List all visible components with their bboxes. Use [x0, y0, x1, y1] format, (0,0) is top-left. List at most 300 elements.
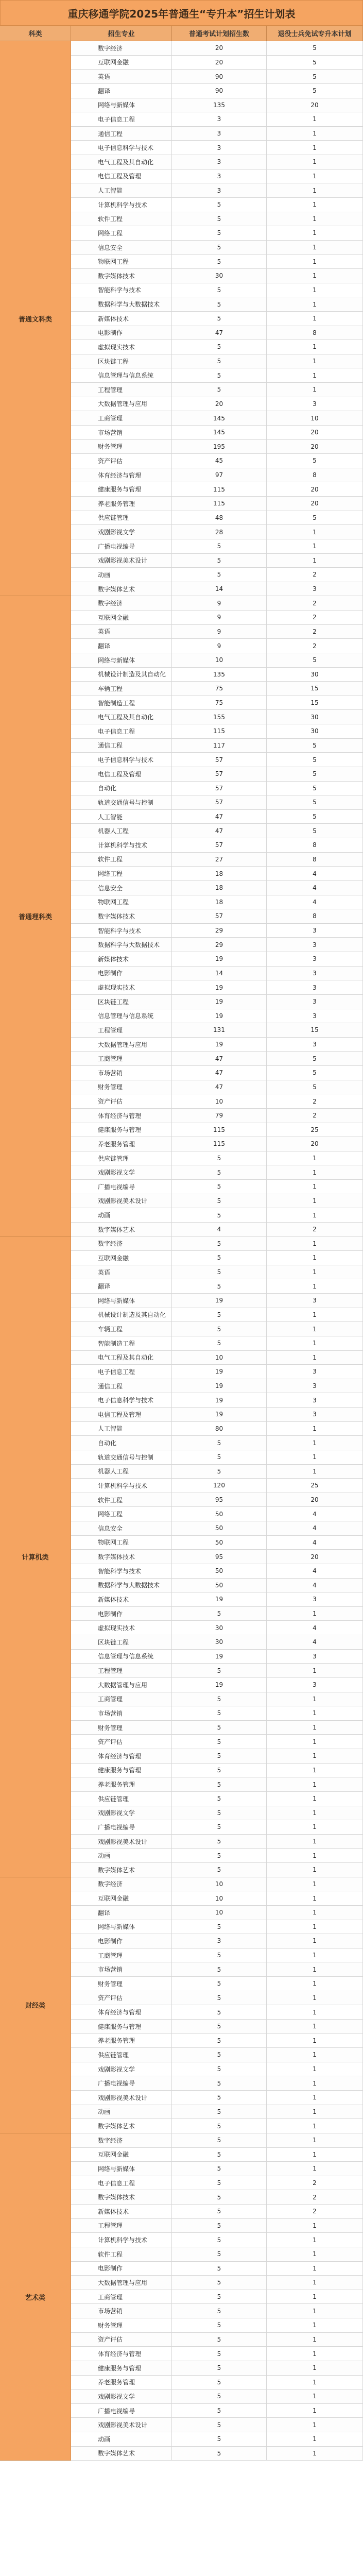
- table-row: [71, 1764, 363, 1778]
- normal-quota: 5: [172, 340, 267, 354]
- veteran-quota: 1: [267, 2389, 363, 2403]
- normal-quota: 10: [172, 1351, 267, 1365]
- table-row: [71, 269, 363, 283]
- normal-quota: 5: [172, 1180, 267, 1194]
- veteran-quota: 1: [267, 1180, 363, 1194]
- table-row: [71, 198, 363, 212]
- normal-quota: 5: [172, 1465, 267, 1479]
- veteran-quota: 1: [267, 1906, 363, 1920]
- veteran-quota: 1: [267, 183, 363, 197]
- major-name: 新媒体技术: [71, 952, 172, 966]
- normal-quota: 5: [172, 2389, 267, 2403]
- normal-quota: 14: [172, 582, 267, 596]
- normal-quota: 9: [172, 639, 267, 653]
- table-row: [71, 2162, 363, 2176]
- major-name: 轨道交通信号与控制: [71, 1450, 172, 1464]
- major-name: 电气工程及其自动化: [71, 1351, 172, 1365]
- normal-quota: 20: [172, 397, 267, 411]
- veteran-quota: 5: [267, 795, 363, 809]
- veteran-quota: 5: [267, 824, 363, 838]
- major-name: 资产评估: [71, 1735, 172, 1749]
- table-row: [71, 2034, 363, 2048]
- table-row: [71, 881, 363, 895]
- table-row: [71, 724, 363, 739]
- veteran-quota: 1: [267, 1208, 363, 1222]
- normal-quota: 5: [172, 2105, 267, 2119]
- major-name: 养老服务管理: [71, 2034, 172, 2048]
- veteran-quota: 1: [267, 1806, 363, 1820]
- table-row: [71, 2404, 363, 2418]
- table-row: [71, 1322, 363, 1336]
- table-row: [71, 1564, 363, 1579]
- table-row: [71, 625, 363, 639]
- veteran-quota: 4: [267, 867, 363, 880]
- table-row: [71, 696, 363, 710]
- veteran-quota: 4: [267, 1579, 363, 1592]
- normal-quota: 47: [172, 1066, 267, 1080]
- major-name: 机械设计制造及其自动化: [71, 1308, 172, 1322]
- veteran-quota: 5: [267, 1080, 363, 1094]
- veteran-quota: 10: [267, 411, 363, 425]
- major-name: 软件工程: [71, 212, 172, 226]
- table-row: [71, 967, 363, 981]
- veteran-quota: 4: [267, 1621, 363, 1635]
- table-row: [71, 241, 363, 255]
- veteran-quota: 1: [267, 1322, 363, 1336]
- veteran-quota: 3: [267, 995, 363, 1009]
- table-row: [71, 354, 363, 369]
- veteran-quota: 1: [267, 255, 363, 268]
- veteran-quota: 1: [267, 1465, 363, 1479]
- major-name: 电影制作: [71, 967, 172, 980]
- normal-quota: 5: [172, 1237, 267, 1251]
- category-label: 财经类: [0, 1877, 71, 2133]
- normal-quota: 5: [172, 2276, 267, 2290]
- table-row: [71, 1806, 363, 1821]
- major-name: 通信工程: [71, 127, 172, 141]
- normal-quota: 131: [172, 1023, 267, 1037]
- table-row: [71, 682, 363, 696]
- normal-quota: 3: [172, 170, 267, 183]
- veteran-quota: 4: [267, 1635, 363, 1649]
- normal-quota: 5: [172, 2318, 267, 2332]
- major-name: 计算机科学与技术: [71, 2233, 172, 2247]
- veteran-quota: 3: [267, 1393, 363, 1407]
- major-name: 虚拟现实技术: [71, 1621, 172, 1635]
- table-row: [71, 2005, 363, 2020]
- major-name: 工程管理: [71, 2219, 172, 2233]
- veteran-quota: 1: [267, 212, 363, 226]
- table-row: [71, 98, 363, 113]
- normal-quota: 5: [172, 2205, 267, 2218]
- major-name: 电影制作: [71, 326, 172, 340]
- normal-quota: 5: [172, 2148, 267, 2162]
- normal-quota: 27: [172, 853, 267, 867]
- veteran-quota: 1: [267, 1165, 363, 1179]
- major-name: 工程管理: [71, 1664, 172, 1677]
- table-row: [71, 1308, 363, 1323]
- veteran-quota: 1: [267, 241, 363, 255]
- normal-quota: 29: [172, 938, 267, 952]
- table-row: [71, 41, 363, 56]
- normal-quota: 5: [172, 1721, 267, 1735]
- veteran-quota: 1: [267, 1849, 363, 1862]
- normal-quota: 115: [172, 1123, 267, 1137]
- major-name: 市场营销: [71, 1962, 172, 1976]
- normal-quota: 5: [172, 1920, 267, 1934]
- table-row: [71, 283, 363, 298]
- major-name: 数字媒体艺术: [71, 2447, 172, 2461]
- table-row: [71, 2247, 363, 2262]
- major-name: 数字经济: [71, 1237, 172, 1251]
- category-group: [0, 41, 363, 596]
- table-row: [71, 411, 363, 426]
- normal-quota: 5: [172, 554, 267, 568]
- major-name: 电气工程及其自动化: [71, 710, 172, 724]
- table-row: [71, 511, 363, 526]
- veteran-quota: 1: [267, 1151, 363, 1165]
- major-name: 机器人工程: [71, 824, 172, 838]
- major-name: 智能科学与技术: [71, 283, 172, 297]
- major-name: 养老服务管理: [71, 1137, 172, 1151]
- table-body: [0, 41, 363, 2461]
- veteran-quota: 2: [267, 2205, 363, 2218]
- major-name: 电信工程及管理: [71, 767, 172, 781]
- major-name: 电子信息科学与技术: [71, 1393, 172, 1407]
- normal-quota: 5: [172, 2062, 267, 2076]
- veteran-quota: 1: [267, 1308, 363, 1322]
- table-row: [71, 326, 363, 341]
- table-row: [71, 525, 363, 539]
- table-row: [71, 1550, 363, 1564]
- major-name: 供应链管理: [71, 2048, 172, 2062]
- normal-quota: 5: [172, 1322, 267, 1336]
- veteran-quota: 1: [267, 2048, 363, 2062]
- table-row: [71, 2418, 363, 2432]
- table-header: [0, 26, 363, 41]
- table-row: [71, 767, 363, 782]
- veteran-quota: 1: [267, 2333, 363, 2347]
- normal-quota: 5: [172, 1991, 267, 2005]
- major-name: 体育经济与管理: [71, 2005, 172, 2019]
- table-row: [71, 1849, 363, 1863]
- table-row: [71, 2119, 363, 2133]
- veteran-quota: 20: [267, 440, 363, 454]
- table-row: [71, 1934, 363, 1948]
- major-name: 数字媒体艺术: [71, 1863, 172, 1877]
- veteran-quota: 1: [267, 1977, 363, 1991]
- veteran-quota: 1: [267, 1735, 363, 1749]
- table-row: [71, 440, 363, 454]
- veteran-quota: 1: [267, 1891, 363, 1905]
- normal-quota: 5: [172, 2190, 267, 2204]
- table-row: [71, 1991, 363, 2006]
- table-row: [71, 2376, 363, 2390]
- table-row: [71, 297, 363, 312]
- table-row: [71, 1579, 363, 1593]
- major-name: 戏剧影视美术设计: [71, 1194, 172, 1208]
- normal-quota: 5: [172, 1208, 267, 1222]
- veteran-quota: 1: [267, 1749, 363, 1763]
- table-row: [71, 1721, 363, 1735]
- veteran-quota: 2: [267, 611, 363, 624]
- table-row: [71, 2048, 363, 2062]
- veteran-quota: 5: [267, 41, 363, 55]
- normal-quota: 47: [172, 326, 267, 340]
- normal-quota: 5: [172, 1820, 267, 1834]
- table-row: [71, 1650, 363, 1664]
- table-row: [71, 1009, 363, 1024]
- normal-quota: 5: [172, 1962, 267, 1976]
- major-name: 动画: [71, 2105, 172, 2119]
- major-name: 广播电视编导: [71, 2404, 172, 2418]
- veteran-quota: 20: [267, 1493, 363, 1507]
- major-name: 软件工程: [71, 853, 172, 867]
- normal-quota: 57: [172, 782, 267, 795]
- normal-quota: 19: [172, 1009, 267, 1023]
- veteran-quota: 1: [267, 368, 363, 382]
- page-title: 重庆移通学院2025年普通生“专升本”招生计划表: [0, 0, 363, 26]
- major-name: 计算机科学与技术: [71, 198, 172, 212]
- veteran-quota: 2: [267, 2176, 363, 2190]
- table-row: [71, 1408, 363, 1422]
- veteran-quota: 5: [267, 653, 363, 667]
- veteran-quota: 1: [267, 1991, 363, 2005]
- normal-quota: 5: [172, 2290, 267, 2304]
- normal-quota: 5: [172, 1749, 267, 1763]
- veteran-quota: 8: [267, 909, 363, 923]
- veteran-quota: 3: [267, 967, 363, 980]
- table-row: [71, 1877, 363, 1892]
- table-row: [71, 1251, 363, 1265]
- normal-quota: 57: [172, 753, 267, 767]
- veteran-quota: 1: [267, 340, 363, 354]
- major-name: 大数据管理与应用: [71, 397, 172, 411]
- normal-quota: 9: [172, 625, 267, 639]
- normal-quota: 5: [172, 1706, 267, 1720]
- normal-quota: 5: [172, 1664, 267, 1677]
- major-name: 动画: [71, 1208, 172, 1222]
- normal-quota: 19: [172, 1379, 267, 1393]
- header-category: 科类: [0, 26, 71, 41]
- normal-quota: 10: [172, 1891, 267, 1905]
- normal-quota: 5: [172, 2133, 267, 2147]
- veteran-quota: 20: [267, 426, 363, 439]
- major-name: 体育经济与管理: [71, 468, 172, 482]
- table-row: [71, 596, 363, 611]
- table-row: [71, 255, 363, 269]
- veteran-quota: 1: [267, 155, 363, 169]
- major-name: 网络工程: [71, 867, 172, 880]
- major-name: 自动化: [71, 782, 172, 795]
- normal-quota: 5: [172, 2119, 267, 2133]
- normal-quota: 5: [172, 539, 267, 553]
- normal-quota: 145: [172, 426, 267, 439]
- normal-quota: 48: [172, 511, 267, 525]
- category-group: [0, 1237, 363, 1877]
- veteran-quota: 1: [267, 2091, 363, 2105]
- table-row: [71, 2333, 363, 2347]
- normal-quota: 47: [172, 1052, 267, 1065]
- veteran-quota: 1: [267, 198, 363, 212]
- veteran-quota: 1: [267, 1692, 363, 1706]
- normal-quota: 5: [172, 1792, 267, 1806]
- veteran-quota: 1: [267, 2219, 363, 2233]
- veteran-quota: 1: [267, 2233, 363, 2247]
- table-row: [71, 1351, 363, 1365]
- veteran-quota: 4: [267, 1507, 363, 1521]
- major-name: 数字媒体技术: [71, 1550, 172, 1564]
- table-row: [71, 1422, 363, 1436]
- normal-quota: 5: [172, 383, 267, 397]
- table-row: [71, 1493, 363, 1507]
- major-name: 新媒体技术: [71, 1592, 172, 1606]
- major-name: 英语: [71, 70, 172, 83]
- normal-quota: 5: [172, 1835, 267, 1849]
- table-row: [71, 70, 363, 84]
- veteran-quota: 1: [267, 2020, 363, 2033]
- veteran-quota: 3: [267, 1009, 363, 1023]
- normal-quota: 5: [172, 1251, 267, 1265]
- major-name: 虚拟现实技术: [71, 980, 172, 994]
- veteran-quota: 1: [267, 1336, 363, 1350]
- category-label: 计算机类: [0, 1237, 71, 1877]
- major-name: 英语: [71, 625, 172, 639]
- table-row: [71, 2062, 363, 2077]
- veteran-quota: 5: [267, 1066, 363, 1080]
- table-row: [71, 468, 363, 483]
- category-group: [0, 2133, 363, 2461]
- major-name: 健康服务与管理: [71, 2361, 172, 2375]
- major-name: 资产评估: [71, 454, 172, 468]
- normal-quota: 135: [172, 668, 267, 682]
- major-name: 工商管理: [71, 1948, 172, 1962]
- veteran-quota: 1: [267, 1764, 363, 1777]
- table-row: [71, 995, 363, 1009]
- category-group: [0, 596, 363, 1236]
- major-name: 工商管理: [71, 2290, 172, 2304]
- normal-quota: 19: [172, 1294, 267, 1308]
- table-row: [71, 1906, 363, 1920]
- major-name: 物联网工程: [71, 1536, 172, 1550]
- normal-quota: 5: [172, 1977, 267, 1991]
- normal-quota: 80: [172, 1422, 267, 1436]
- major-name: 市场营销: [71, 2304, 172, 2318]
- veteran-quota: 2: [267, 1109, 363, 1123]
- table-row: [71, 1621, 363, 1635]
- table-row: [71, 1835, 363, 1849]
- normal-quota: 50: [172, 1507, 267, 1521]
- normal-quota: 5: [172, 2447, 267, 2461]
- veteran-quota: 1: [267, 2290, 363, 2304]
- normal-quota: 9: [172, 611, 267, 624]
- major-name: 网络与新媒体: [71, 2162, 172, 2176]
- table-row: [71, 1151, 363, 1166]
- veteran-quota: 8: [267, 468, 363, 482]
- table-row: [71, 867, 363, 881]
- table-row: [71, 368, 363, 383]
- normal-quota: 5: [172, 2005, 267, 2019]
- normal-quota: 5: [172, 2091, 267, 2105]
- veteran-quota: 30: [267, 668, 363, 682]
- table-row: [71, 1066, 363, 1080]
- normal-quota: 3: [172, 183, 267, 197]
- major-name: 资产评估: [71, 1991, 172, 2005]
- veteran-quota: 1: [267, 2034, 363, 2048]
- table-row: [71, 1977, 363, 1991]
- veteran-quota: 1: [267, 1664, 363, 1677]
- table-row: [71, 497, 363, 511]
- table-row: [71, 668, 363, 682]
- veteran-quota: 1: [267, 1863, 363, 1877]
- major-name: 翻译: [71, 1906, 172, 1920]
- normal-quota: 5: [172, 1777, 267, 1791]
- table-row: [71, 1194, 363, 1209]
- veteran-quota: 1: [267, 312, 363, 326]
- table-row: [71, 2076, 363, 2091]
- table-row: [71, 2361, 363, 2376]
- table-row: [71, 639, 363, 653]
- major-name: 电子信息工程: [71, 2176, 172, 2190]
- veteran-quota: 3: [267, 1038, 363, 1052]
- normal-quota: 5: [172, 1279, 267, 1293]
- major-name: 广播电视编导: [71, 1180, 172, 1194]
- normal-quota: 5: [172, 255, 267, 268]
- veteran-quota: 5: [267, 767, 363, 781]
- veteran-quota: 3: [267, 1678, 363, 1692]
- normal-quota: 5: [172, 1165, 267, 1179]
- veteran-quota: 1: [267, 354, 363, 368]
- table-row: [71, 127, 363, 141]
- table-row: [71, 739, 363, 753]
- normal-quota: 5: [172, 2219, 267, 2233]
- major-name: 动画: [71, 568, 172, 582]
- major-name: 英语: [71, 1265, 172, 1279]
- veteran-quota: 1: [267, 554, 363, 568]
- major-name: 网络工程: [71, 226, 172, 240]
- major-name: 信息安全: [71, 1521, 172, 1535]
- veteran-quota: 3: [267, 1379, 363, 1393]
- normal-quota: 10: [172, 1906, 267, 1920]
- normal-quota: 19: [172, 1038, 267, 1052]
- major-name: 大数据管理与应用: [71, 2276, 172, 2290]
- normal-quota: 19: [172, 1365, 267, 1379]
- major-name: 电子信息工程: [71, 1365, 172, 1379]
- normal-quota: 4: [172, 1223, 267, 1236]
- table-row: [71, 2432, 363, 2447]
- normal-quota: 5: [172, 2262, 267, 2276]
- normal-quota: 115: [172, 482, 267, 496]
- veteran-quota: 1: [267, 1962, 363, 1976]
- major-name: 虚拟现实技术: [71, 340, 172, 354]
- normal-quota: 3: [172, 1934, 267, 1948]
- veteran-quota: 3: [267, 1294, 363, 1308]
- normal-quota: 5: [172, 1607, 267, 1621]
- table-row: [71, 2290, 363, 2304]
- veteran-quota: 1: [267, 1948, 363, 1962]
- normal-quota: 5: [172, 297, 267, 311]
- normal-quota: 5: [172, 1863, 267, 1877]
- veteran-quota: 3: [267, 952, 363, 966]
- major-name: 供应链管理: [71, 511, 172, 525]
- major-name: 信息安全: [71, 881, 172, 895]
- normal-quota: 5: [172, 1806, 267, 1820]
- table-row: [71, 2347, 363, 2361]
- major-name: 通信工程: [71, 1379, 172, 1393]
- table-row: [71, 1863, 363, 1877]
- table-row: [71, 554, 363, 568]
- normal-quota: 115: [172, 724, 267, 738]
